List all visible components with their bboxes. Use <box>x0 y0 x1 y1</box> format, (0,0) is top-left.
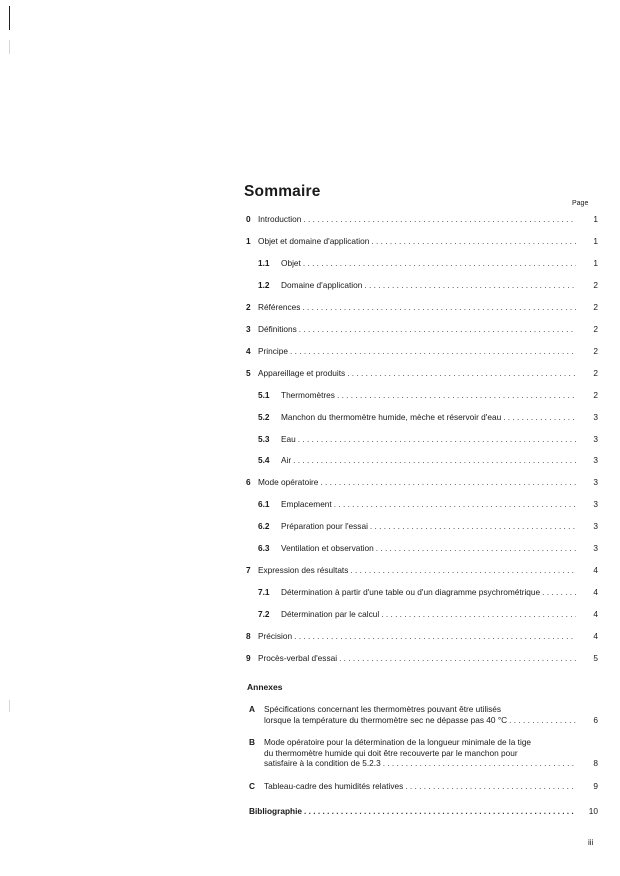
toc-entry-fill <box>258 631 576 642</box>
annex-label: Mode opératoire pour la détermination de la longueur minimale de la tige <box>264 737 532 747</box>
toc-entry-fill <box>258 214 576 225</box>
toc-entry[interactable] <box>0 368 620 379</box>
leader-dots <box>371 236 576 247</box>
leader-dots <box>405 781 576 792</box>
toc-entry-number: 1 <box>246 235 251 246</box>
annex-line <box>0 748 620 759</box>
toc-entry-page: 3 <box>593 499 598 510</box>
toc-entry-page: 1 <box>593 235 598 246</box>
annex-label: du thermomètre humide qui doit être recouverte par le manchon pour <box>264 747 518 758</box>
toc-entry-page: 4 <box>593 609 598 620</box>
toc-entry-label: Air <box>281 455 292 466</box>
toc-entry-page: 1 <box>593 257 598 268</box>
toc-entry-page: 4 <box>593 565 598 576</box>
toc-entry-fill <box>281 258 576 269</box>
toc-entry-label: Objet et domaine d'application <box>258 235 370 246</box>
toc-entry-label: Manchon du thermomètre humide, mèche et réservoir d'eau <box>281 411 502 422</box>
toc-entry-page: 3 <box>593 521 598 532</box>
toc-entry-number: 6.1 <box>258 499 270 510</box>
toc-entry[interactable] <box>0 258 620 269</box>
toc-entry-number: 5.1 <box>258 389 270 400</box>
footer-page-number: iii <box>588 838 594 847</box>
toc-entry[interactable] <box>0 412 620 423</box>
annex-page: 6 <box>593 714 598 725</box>
annex-line <box>0 758 620 769</box>
annex-page: 9 <box>593 781 598 791</box>
toc-entry-fill <box>281 280 576 291</box>
toc-entry-fill <box>281 412 576 423</box>
annex-letter: C <box>249 781 255 791</box>
toc-entry-fill <box>281 609 576 620</box>
toc-entry-number: 6.2 <box>258 521 270 532</box>
leader-dots <box>381 609 576 620</box>
toc-entry-label: Références <box>258 301 301 312</box>
toc-entry-number: 6 <box>246 477 251 488</box>
toc-entry-fill <box>258 653 576 664</box>
annex-letter: A <box>249 704 255 714</box>
toc-entry-label: Mode opératoire <box>258 477 319 488</box>
leader-dots <box>304 806 576 817</box>
toc-entry-fill <box>281 521 576 532</box>
toc-entry[interactable] <box>0 214 620 225</box>
leader-dots <box>303 214 576 225</box>
annex-fill <box>264 781 576 792</box>
leader-dots <box>290 346 576 357</box>
toc-entry-label: Définitions <box>258 323 297 334</box>
annex-label: Tableau-cadre des humidités relatives <box>264 781 404 791</box>
toc-entry[interactable] <box>0 236 620 247</box>
toc-entry-fill <box>281 434 576 445</box>
toc-entry[interactable] <box>0 499 620 510</box>
toc-entry-label: Principe <box>258 345 288 356</box>
toc-entry[interactable] <box>0 521 620 532</box>
toc-entry-label: Procès-verbal d'essai <box>258 653 338 663</box>
toc-entry-number: 7 <box>246 565 251 576</box>
leader-dots <box>303 258 576 269</box>
leader-dots <box>503 412 576 423</box>
annex-label: satisfaire à la condition de 5.2.3 <box>264 758 381 768</box>
toc-entry-label: Expression des résultats <box>258 565 349 576</box>
toc-entry[interactable] <box>0 543 620 554</box>
toc-entry-fill <box>258 346 576 357</box>
leader-dots <box>298 434 576 445</box>
leader-dots <box>320 477 576 488</box>
leader-dots <box>337 390 576 401</box>
leader-dots <box>299 324 576 335</box>
toc-entry-number: 5.4 <box>258 455 270 466</box>
toc-entry-number: 7.2 <box>258 609 270 620</box>
annexes-heading: Annexes <box>247 682 283 692</box>
annex-line <box>0 715 620 726</box>
leader-dots <box>509 715 576 726</box>
toc-entry-number: 3 <box>246 323 251 334</box>
leader-dots <box>542 587 576 598</box>
bibliography-label: Bibliographie <box>249 806 303 816</box>
toc-entry-number: 7.1 <box>258 587 270 598</box>
toc-entry-page: 5 <box>593 653 598 663</box>
leader-dots <box>364 280 576 291</box>
toc-entry-page: 2 <box>593 301 598 312</box>
toc-entry-page: 2 <box>593 389 598 400</box>
leader-dots <box>334 499 576 510</box>
toc-entry-label: Objet <box>281 257 301 268</box>
toc-entry[interactable] <box>0 565 620 576</box>
leader-dots <box>294 631 576 642</box>
annex-fill <box>264 715 576 726</box>
bibliography-page: 10 <box>588 806 598 816</box>
toc-entry-page: 3 <box>593 411 598 422</box>
leader-dots <box>347 368 576 379</box>
toc-entry-page: 3 <box>593 455 598 466</box>
toc-entry-number: 1.2 <box>258 279 270 290</box>
toc-entry[interactable] <box>0 477 620 488</box>
toc-entry-label: Ventilation et observation <box>281 543 374 554</box>
toc-entry-fill <box>281 390 576 401</box>
bibliography-fill <box>249 806 576 817</box>
toc-entry[interactable] <box>0 280 620 291</box>
toc-entry-label: Détermination à partir d'une table ou d'un diagramme psychrométrique <box>281 587 541 598</box>
leader-dots <box>376 543 576 554</box>
margin-mark <box>9 40 10 54</box>
toc-entry-page: 4 <box>593 631 598 642</box>
toc-entry-fill <box>258 565 576 576</box>
toc-entry[interactable] <box>0 455 620 466</box>
annex-label: Spécifications concernant les thermomètres pouvant être utilisés <box>264 704 502 714</box>
toc-entry-fill <box>258 324 576 335</box>
annex-line <box>0 737 620 748</box>
toc-entry-page: 3 <box>593 543 598 554</box>
toc-entry-number: 2 <box>246 301 251 312</box>
leader-dots <box>339 653 576 664</box>
toc-entry-page: 2 <box>593 367 598 378</box>
toc-entry-page: 2 <box>593 323 598 334</box>
toc-entry-label: Emplacement <box>281 499 332 510</box>
toc-entry-number: 6.3 <box>258 543 270 554</box>
toc-entry-fill <box>258 236 576 247</box>
toc-entry-label: Eau <box>281 433 296 444</box>
toc-entry-page: 1 <box>593 214 598 224</box>
toc-entry[interactable] <box>0 346 620 357</box>
toc-entry-label: Thermomètres <box>281 389 335 400</box>
toc-entry-page: 3 <box>593 477 598 488</box>
bibliography-entry[interactable] <box>0 806 620 817</box>
leader-dots <box>302 302 576 313</box>
leader-dots <box>383 758 576 769</box>
annex-letter: B <box>249 737 255 747</box>
toc-entry-label: Introduction <box>258 214 302 224</box>
toc-entry-number: 5 <box>246 367 251 378</box>
toc-entry[interactable] <box>0 631 620 642</box>
toc-entry-page: 2 <box>593 279 598 290</box>
toc-entry[interactable] <box>0 302 620 313</box>
leader-dots <box>370 521 576 532</box>
annex-line <box>0 704 620 715</box>
toc-entry[interactable] <box>0 434 620 445</box>
toc-entry-number: 5.2 <box>258 411 270 422</box>
toc-entry-number: 4 <box>246 345 251 356</box>
toc-entry-fill <box>281 499 576 510</box>
toc-entry[interactable] <box>0 587 620 598</box>
leader-dots <box>350 565 576 576</box>
toc-entry-fill <box>281 587 576 598</box>
toc-entry-number: 1.1 <box>258 257 270 268</box>
toc-entry-number: 5.3 <box>258 433 270 444</box>
toc-entry-label: Appareillage et produits <box>258 367 346 378</box>
leader-dots <box>293 455 576 466</box>
toc-entry[interactable] <box>0 324 620 335</box>
annex-label: lorsque la température du thermomètre sec ne dépasse pas 40 °C <box>264 714 508 725</box>
toc-entry-fill <box>281 455 576 466</box>
toc-entry[interactable] <box>0 653 620 664</box>
margin-rule <box>9 6 10 30</box>
toc-entry-fill <box>281 543 576 554</box>
annex-line <box>0 781 620 792</box>
toc-entry-label: Détermination par le calcul <box>281 609 380 620</box>
toc-entry-label: Préparation pour l'essai <box>281 521 368 532</box>
toc-entry-page: 3 <box>593 433 598 444</box>
toc-entry-fill <box>258 477 576 488</box>
toc-entry-fill <box>258 368 576 379</box>
page-title: Sommaire <box>244 183 321 200</box>
toc-entry-number: 0 <box>246 214 251 224</box>
toc-entry-number: 8 <box>246 631 251 642</box>
annex-page: 8 <box>593 758 598 768</box>
toc-entry-fill <box>258 302 576 313</box>
toc-entry-page: 2 <box>593 345 598 356</box>
page-column-header: Page <box>572 200 589 207</box>
toc-entry-label: Domaine d'application <box>281 279 363 290</box>
toc-entry-page: 4 <box>593 587 598 598</box>
toc-entry[interactable] <box>0 609 620 620</box>
toc-entry[interactable] <box>0 390 620 401</box>
toc-entry-number: 9 <box>246 653 251 663</box>
annex-fill <box>264 758 576 769</box>
toc-entry-label: Précision <box>258 631 293 642</box>
